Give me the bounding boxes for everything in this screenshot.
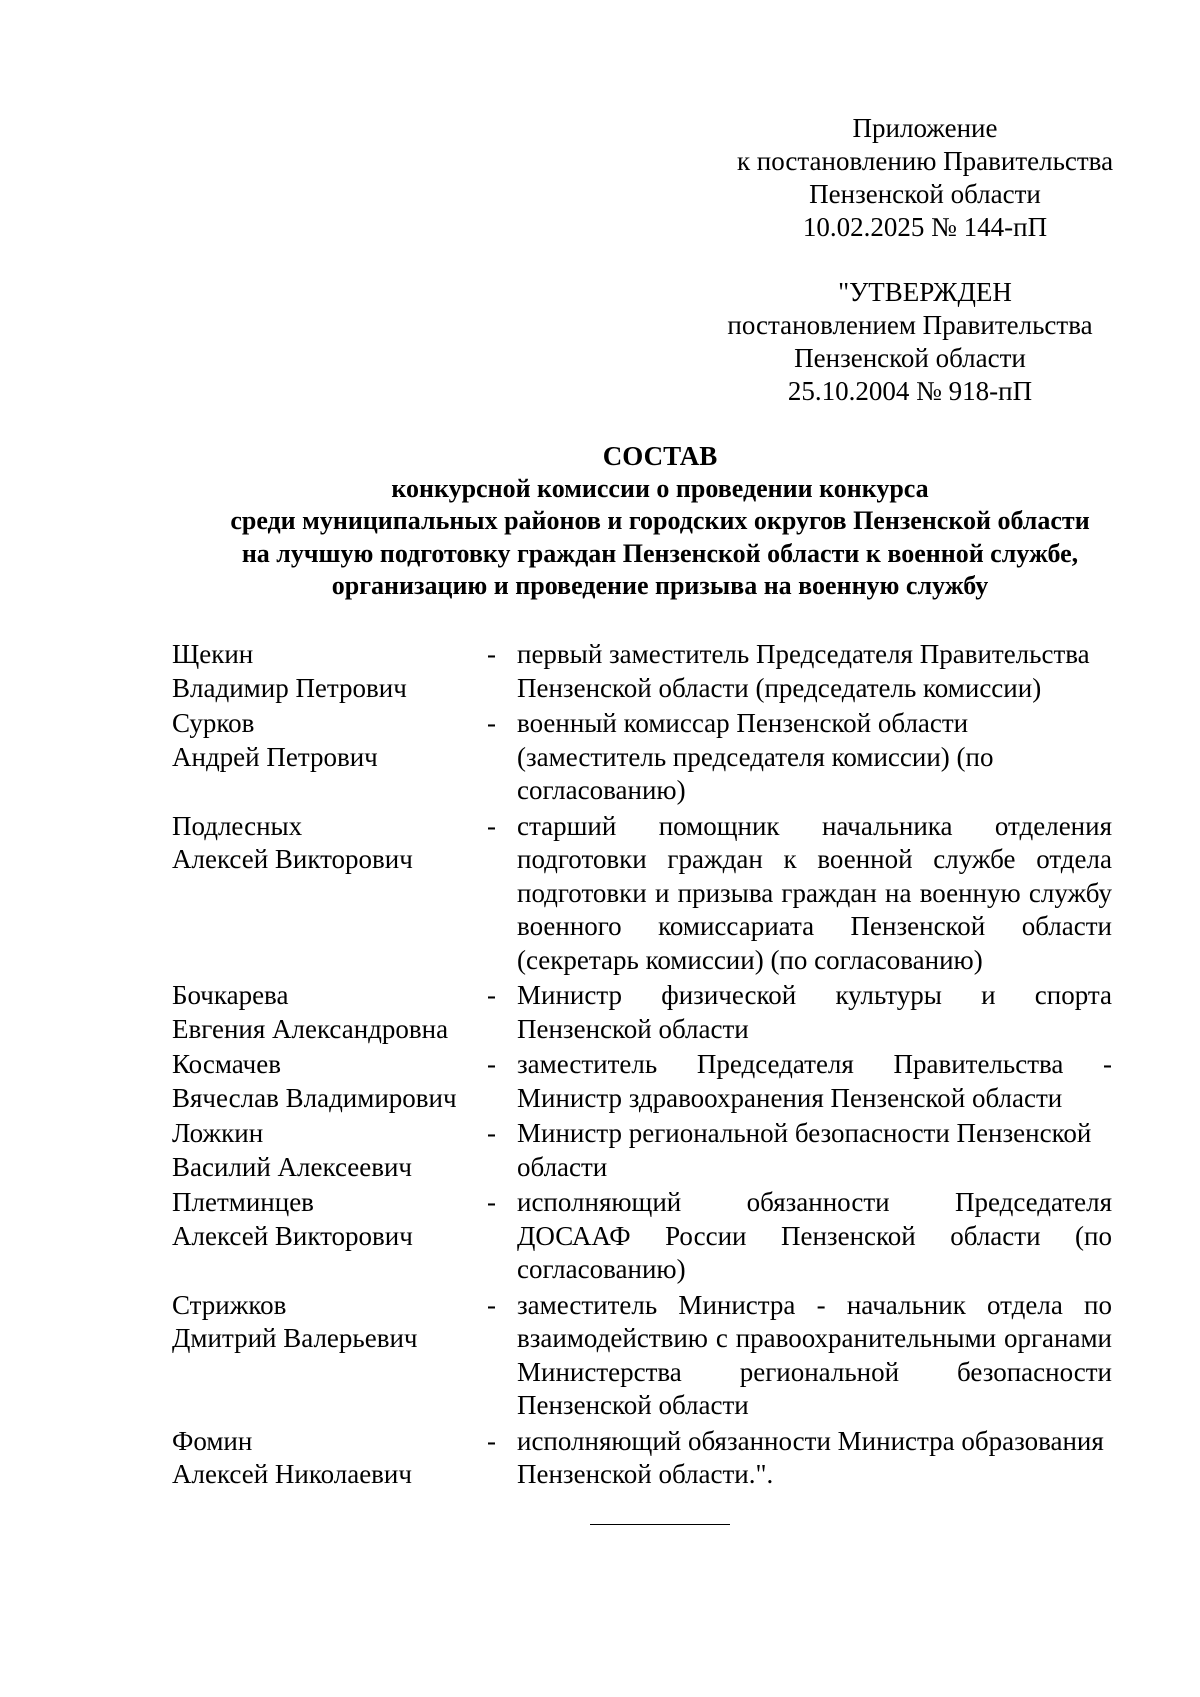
member-given-names: Дмитрий Валерьевич: [172, 1323, 418, 1353]
member-dash: -: [487, 1118, 496, 1148]
member-name: [172, 1048, 487, 1115]
member-role: Министр физической культуры и спорта Пензенской области: [517, 980, 1112, 1044]
member-given-names: Владимир Петрович: [172, 672, 407, 703]
member-given-names: Вячеслав Владимирович: [172, 1082, 457, 1113]
member-surname: Космачев: [172, 1049, 281, 1079]
member-given-names: Евгения Александровна: [172, 1013, 449, 1044]
members-list: [172, 638, 1122, 1494]
member-row: [172, 1425, 1122, 1492]
member-row: [172, 1289, 1122, 1423]
member-dash: -: [487, 639, 496, 669]
member-surname: Подлесных: [172, 810, 303, 841]
member-given-names: Алексей Викторович: [172, 1220, 413, 1251]
member-name: [172, 638, 487, 705]
member-surname: Щекин: [172, 639, 254, 669]
title-line: конкурсной комиссии о проведении конкурса: [391, 473, 929, 503]
appendix-date-number: 10.02.2025 № 144-пП: [802, 212, 1048, 242]
member-role: военный комиссар Пензенской области (заместитель председателя комиссии) (по согласованию): [517, 708, 994, 805]
member-dash: -: [487, 1187, 496, 1217]
member-role: первый заместитель Председателя Правительства Пензенской области (председатель комиссии): [517, 639, 1090, 703]
approval-reference: постановлением Правительства: [727, 310, 1093, 340]
member-surname: Фомин: [172, 1425, 253, 1456]
member-role: заместитель Председателя Правительства - Министр здравоохранения Пензенской области: [517, 1049, 1112, 1113]
title-line: на лучшую подготовку граждан Пензенской области к военной службе,: [241, 538, 1079, 568]
member-dash: -: [487, 1049, 496, 1079]
member-name: [172, 1289, 487, 1423]
member-name: [172, 1425, 487, 1492]
member-row: [172, 979, 1122, 1046]
member-name: [172, 979, 487, 1046]
appendix-reference: к постановлению Правительства: [736, 146, 1114, 176]
appendix-label: Приложение: [852, 113, 998, 143]
appendix-header: [690, 112, 1160, 244]
member-surname: Стрижков: [172, 1289, 287, 1320]
approval-label: "УТВЕРЖДЕН: [838, 277, 1012, 307]
member-dash: -: [487, 980, 496, 1010]
member-row: [172, 1117, 1122, 1184]
member-row: [172, 707, 1122, 808]
title-line: организацию и проведение призыва на военную службу: [331, 571, 989, 600]
member-row: [172, 1048, 1122, 1115]
member-name: [172, 810, 487, 978]
member-dash: -: [487, 1425, 496, 1456]
member-surname: Ложкин: [172, 1118, 264, 1148]
member-given-names: Алексей Викторович: [172, 844, 413, 874]
member-given-names: Василий Алексеевич: [172, 1151, 413, 1182]
member-surname: Плетминцев: [172, 1187, 314, 1217]
appendix-region: Пензенской области: [809, 179, 1041, 209]
title-main: СОСТАВ: [602, 441, 718, 471]
closing-rule: [590, 1524, 730, 1525]
document-title: [100, 440, 1200, 603]
member-row: [172, 1186, 1122, 1287]
member-dash: -: [487, 708, 496, 738]
member-dash: -: [487, 1289, 496, 1320]
member-role: заместитель Министра - начальник отдела по взаимодействию с правоохранительными органами Министерства региональной безопасности Пензенской области: [517, 1289, 1112, 1420]
approval-date-number: 25.10.2004 № 918-пП: [787, 376, 1033, 406]
member-role: исполняющий обязанности Председателя ДОСААФ России Пензенской области (по согласованию): [517, 1187, 1112, 1284]
approval-region: Пензенской области: [794, 343, 1026, 373]
member-dash: -: [487, 810, 496, 841]
title-line: среди муниципальных районов и городских округов Пензенской области: [230, 506, 1090, 535]
approval-stamp: [690, 276, 1130, 408]
member-name: [172, 707, 487, 808]
member-row: [172, 638, 1122, 705]
member-given-names: Алексей Николаевич: [172, 1459, 412, 1489]
member-role: старший помощник начальника отделения подготовки граждан к военной службе отдела подготовки и призыва граждан на военную службу военного комиссариата Пензенской области (секретарь комиссии) (по согласованию): [517, 810, 1112, 975]
member-name: [172, 1186, 487, 1287]
member-role: исполняющий обязанности Министра образования Пензенской области.".: [517, 1425, 1104, 1489]
member-role: Министр региональной безопасности Пензенской области: [517, 1118, 1092, 1182]
member-given-names: Андрей Петрович: [172, 741, 378, 772]
member-row: [172, 810, 1122, 978]
member-name: [172, 1117, 487, 1184]
member-surname: Бочкарева: [172, 980, 289, 1010]
member-surname: Сурков: [172, 708, 255, 738]
